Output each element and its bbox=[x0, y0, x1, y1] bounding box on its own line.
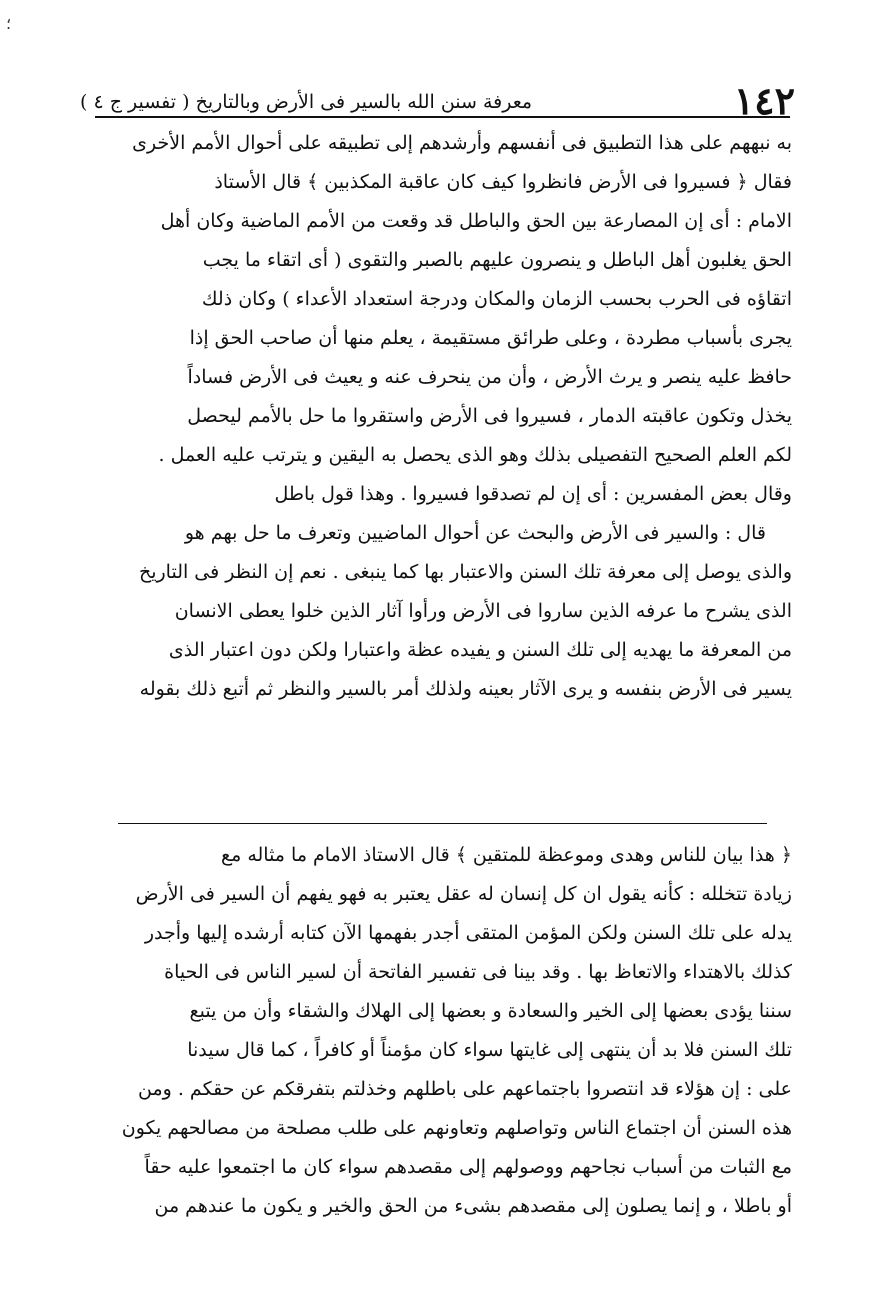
text-line: يدله على تلك السنن ولكن المؤمن المتقى أجدر بفهمها الآن كتابه أرشده إليها وأجدر bbox=[144, 922, 792, 944]
section-divider bbox=[118, 823, 767, 824]
header-rule bbox=[95, 116, 790, 118]
text-line: لكم العلم الصحيح التفصيلى بذلك وهو الذى يحصل به اليقين و يترتب عليه العمل . bbox=[158, 444, 792, 466]
text-line: أو باطلا ، و إنما يصلون إلى مقصدهم بشىء من الحق والخير و يكون ما عندهم من bbox=[154, 1195, 792, 1217]
text-line: زيادة تتخلله : كأنه يقول ان كل إنسان له عقل يعتبر به فهو يفهم أن السير فى الأرض bbox=[135, 883, 792, 905]
text-line: الذى يشرح ما عرفه الذين ساروا فى الأرض ورأوا آثار الذين خلوا يعطى الانسان bbox=[174, 600, 792, 622]
running-title: معرفة سنن الله بالسير فى الأرض وبالتاريخ ( تفسير ج ٤ ) bbox=[80, 91, 533, 114]
text-line: وقال بعض المفسرين : أى إن لم تصدقوا فسيروا . وهذا قول باطل bbox=[274, 483, 792, 505]
body-text-lower bbox=[92, 836, 792, 1226]
text-line: على : إن هؤلاء قد انتصروا باجتماعهم على باطلهم وخذلتم بتفرقكم عن حقكم . ومن bbox=[138, 1078, 792, 1100]
text-line: الحق يغلبون أهل الباطل و ينصرون عليهم بالصبر والتقوى ( أى اتقاء ما يجب bbox=[202, 249, 792, 271]
text-line: اتقاؤه فى الحرب بحسب الزمان والمكان ودرجة استعداد الأعداء ) وكان ذلك bbox=[201, 288, 792, 310]
text-line: قال : والسير فى الأرض والبحث عن أحوال الماضيين وتعرف ما حل بهم هو bbox=[184, 522, 766, 544]
text-line: من المعرفة ما يهديه إلى تلك السنن و يفيده عظة واعتبارا ولكن دون اعتبار الذى bbox=[168, 639, 792, 661]
text-line: يخذل وتكون عاقبته الدمار ، فسيروا فى الأرض واستقروا ما حل بالأمم ليحصل bbox=[187, 405, 792, 427]
text-line: والذى يوصل إلى معرفة تلك السنن والاعتبار بها كما ينبغى . نعم إن النظر فى التاريخ bbox=[138, 561, 792, 583]
page-header bbox=[80, 58, 795, 123]
text-line: فقال ﴿ فسيروا فى الأرض فانظروا كيف كان عاقبة المكذبين ﴾ قال الأستاذ bbox=[214, 171, 792, 193]
text-line: يسير فى الأرض بنفسه و يرى الآثار بعينه ولذلك أمر بالسير والنظر ثم أتبع ذلك بقوله bbox=[139, 678, 792, 700]
page-number: ١٤٢ bbox=[733, 78, 795, 123]
text-line: كذلك بالاهتداء والاتعاظ بها . وقد بينا فى تفسير الفاتحة أن لسير الناس فى الحياة bbox=[164, 961, 792, 983]
text-line: حافظ عليه ينصر و يرث الأرض ، وأن من ينحرف عنه و يعيث فى الأرض فساداً bbox=[187, 366, 792, 388]
text-line: ﴿ هذا بيان للناس وهدى وموعظة للمتقين ﴾ قال الاستاذ الامام ما مثاله مع bbox=[220, 844, 792, 866]
text-line: هذه السنن أن اجتماع الناس وتواصلهم وتعاونهم على طلب مصلحة من مصالحهم يكون bbox=[121, 1117, 792, 1139]
text-line: يجرى بأسباب مطردة ، وعلى طرائق مستقيمة ، يعلم منها أن صاحب الحق إذا bbox=[189, 327, 792, 349]
body-text-upper bbox=[92, 124, 792, 709]
text-line: تلك السنن فلا بد أن ينتهى إلى غايتها سواء كان مؤمناً أو كافراً ، كما قال سيدنا bbox=[187, 1039, 792, 1061]
text-line: مع الثبات من أسباب نجاحهم ووصولهم إلى مقصدهم سواء كان ما اجتمعوا عليه حقاً bbox=[144, 1156, 792, 1178]
text-line: به نبههم على هذا التطبيق فى أنفسهم وأرشدهم إلى تطبيقه على أحوال الأمم الأخرى bbox=[132, 132, 792, 154]
margin-mark: ؛ bbox=[6, 14, 12, 33]
text-line: الامام : أى إن المصارعة بين الحق والباطل قد وقعت من الأمم الماضية وكان أهل bbox=[160, 210, 792, 232]
text-line: سننا يؤدى بعضها إلى الخير والسعادة و بعضها إلى الهلاك والشقاء وأن من يتبع bbox=[189, 1000, 792, 1022]
